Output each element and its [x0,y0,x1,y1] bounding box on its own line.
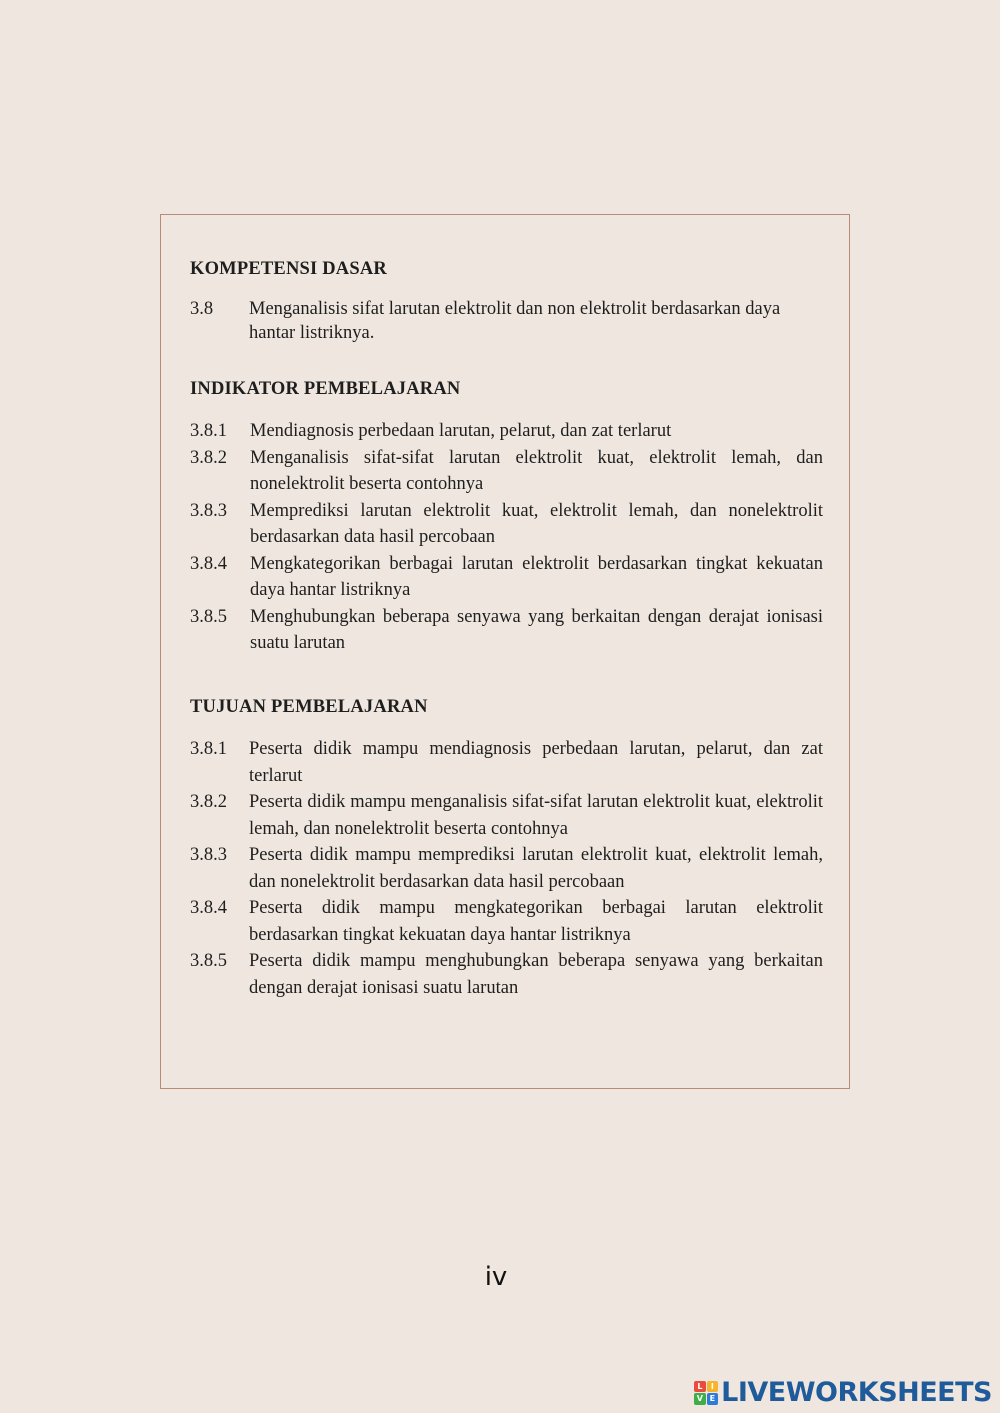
item-text: Mendiagnosis perbedaan larutan, pelarut, dan zat terlarut [250,421,672,441]
item-text: Mengkategorikan berbagai larutan elektrolit berdasarkan tingkat kekuatan daya hantar listriknya [250,553,823,600]
list-item [190,418,823,445]
liveworksheets-wordmark: LIVEWORKSHEETS [721,1377,992,1408]
item-number: 3.8.2 [190,447,227,468]
item-number: 3.8.2 [190,792,227,812]
item-number: 3.8.3 [190,845,227,865]
item-text: Memprediksi larutan elektrolit kuat, elektrolit lemah, dan nonelektrolit berdasarkan data hasil percobaan [250,500,823,547]
item-text: Menghubungkan beberapa senyawa yang berkaitan dengan derajat ionisasi suatu larutan [250,606,823,653]
list-item [190,445,823,498]
indikator-heading: INDIKATOR PEMBELAJARAN [190,379,461,399]
logo-letter: V [694,1393,706,1405]
page-number: iv [484,1262,508,1292]
list-item [190,789,823,842]
list-item [190,736,823,789]
kompetensi-dasar-heading: KOMPETENSI DASAR [190,259,387,279]
item-number: 3.8.1 [190,739,227,759]
logo-letter: L [694,1381,706,1393]
item-text: Peserta didik mampu menghubungkan beberapa senyawa yang berkaitan dengan derajat ionisasi suatu larutan [249,951,823,998]
item-text: Peserta didik mampu memprediksi larutan elektrolit kuat, elektrolit lemah, dan nonelektrolit berdasarkan data hasil percobaan [249,845,823,892]
item-text: Menganalisis sifat larutan elektrolit dan non elektrolit berdasarkan daya hantar listriknya. [249,299,781,343]
list-item [190,604,823,657]
item-number: 3.8.5 [190,606,227,627]
list-item [190,842,823,895]
item-number: 3.8 [190,299,214,319]
list-item [190,948,823,1001]
item-number: 3.8.4 [190,553,227,574]
tujuan-heading: TUJUAN PEMBELAJARAN [190,697,428,717]
item-text: Peserta didik mampu mendiagnosis perbedaan larutan, pelarut, dan zat terlarut [249,739,823,786]
list-item [190,297,823,345]
item-text: Peserta didik mampu mengkategorikan berbagai larutan elektrolit berdasarkan tingkat kekuatan daya hantar listriknya [249,898,823,945]
liveworksheets-logo-icon [694,1381,718,1405]
logo-letter: I [707,1381,719,1393]
logo-letter: E [707,1393,719,1405]
item-number: 3.8.4 [190,898,227,918]
kompetensi-dasar-list [190,297,823,345]
item-number: 3.8.1 [190,421,227,441]
list-item [190,551,823,604]
item-text: Menganalisis sifat-sifat larutan elektrolit kuat, elektrolit lemah, dan nonelektrolit beserta contohnya [250,447,823,494]
indikator-list [190,418,823,657]
item-number: 3.8.5 [190,951,227,971]
liveworksheets-brand[interactable] [694,1377,992,1408]
item-number: 3.8.3 [190,500,227,521]
tujuan-list [190,736,823,1001]
list-item [190,498,823,551]
list-item [190,895,823,948]
item-text: Peserta didik mampu menganalisis sifat-sifat larutan elektrolit kuat, elektrolit lemah, dan nonelektrolit beserta contohnya [249,792,823,839]
